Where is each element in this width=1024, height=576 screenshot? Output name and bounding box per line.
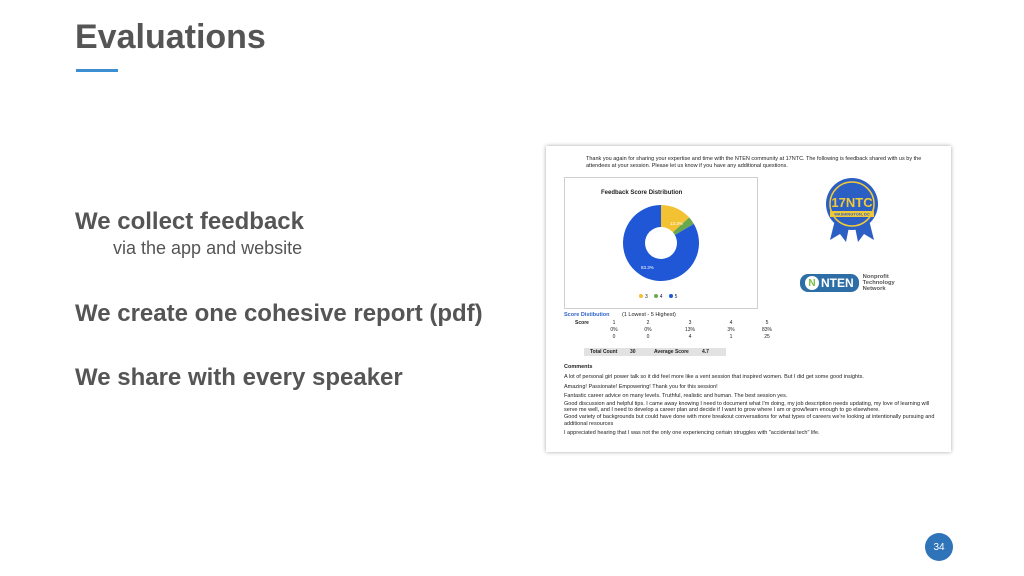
donut-hole [645, 227, 677, 259]
comments-heading: Comments [564, 364, 593, 370]
legend-item-3: 3 [639, 294, 648, 300]
distribution-label: Score Distibution [564, 312, 610, 318]
bullet-1-text: We collect feedback [75, 208, 304, 235]
comments-section [564, 364, 944, 440]
score-distribution-heading [564, 312, 764, 318]
chart-title: Feedback Score Distribution [601, 190, 683, 196]
slide-title: Evaluations [75, 18, 266, 56]
comment: A lot of personal girl power talk so it did feel more like a vent session that inspired women. But I did get some good insights. [564, 374, 864, 381]
table-row: 0 0 4 1 25 [612, 334, 770, 340]
bullet-1-subtext: via the app and website [113, 238, 303, 258]
nten-line-3: Network [862, 286, 886, 292]
average-value: 4.7 [702, 349, 709, 355]
bullet-3-text: We share with every speaker [75, 364, 403, 391]
report-screenshot [546, 146, 951, 452]
comment: Good discussion and helpful tips. I came away knowing I need to document what I'm doing, my job description needs updating, my love of learning will serve me well, and I need to develop a career plan and decide if I want to grow where I am or grow/learn enough to go elsewhere. [564, 400, 930, 414]
comment: Good variety of backgrounds but could have done with more breakout conversations for what types of careers we're looking at intentionally pursuing and additional resources [564, 414, 935, 427]
donut-chart [621, 203, 701, 283]
report-intro: Thank you again for sharing your expertise and time with the NTEN community at 17NTC. The following is feedback shared with us by the attendees at your session. Please let us know if you have any additional questions. [586, 156, 922, 169]
badge-event: 17NTC [831, 195, 873, 210]
table-row: Score 1 2 3 4 5 [575, 320, 769, 326]
badge-place: WASHINGTON, DC [834, 211, 870, 217]
title-underline [76, 69, 118, 72]
average-label: Average Score [654, 349, 689, 355]
legend-item-4: 4 [654, 294, 663, 300]
page-number-badge: 34 [925, 533, 953, 561]
nten-logo-text: NTEN [821, 276, 854, 290]
feedback-chart [564, 177, 758, 309]
total-count-value: 30 [630, 349, 636, 355]
nten-line-1: Nonprofit [862, 274, 889, 280]
scale-label: (1 Lowest - 5 Highest) [622, 312, 676, 318]
score-table [564, 320, 784, 341]
total-count-label: Total Count [590, 349, 618, 355]
17ntc-badge-logo [822, 176, 882, 246]
slice-label-5: 83.3% [641, 265, 654, 270]
totals-bar [584, 348, 726, 356]
bullet-2-text: We create one cohesive report (pdf) [75, 300, 483, 327]
legend-item-5: 5 [669, 294, 678, 300]
bullet-1 [75, 208, 304, 259]
slice-label-3: 13.3% [670, 221, 683, 226]
nten-line-2: Technology [862, 280, 895, 286]
comment: Fantastic career advice on many levels. Truthful, realistic and human. The best session yes. [564, 393, 788, 400]
comment: Amazing! Passionate! Empowering! Thank you for this session! [564, 383, 718, 390]
comment: I appreciated hearing that I was not the only one experiencing certain struggles with "accidental tech" life. [564, 430, 820, 437]
nten-logo: N NTEN Nonprofit Technology Network [800, 274, 895, 292]
chart-legend [639, 294, 677, 300]
table-row: 0% 0% 13% 3% 83% [610, 327, 772, 333]
